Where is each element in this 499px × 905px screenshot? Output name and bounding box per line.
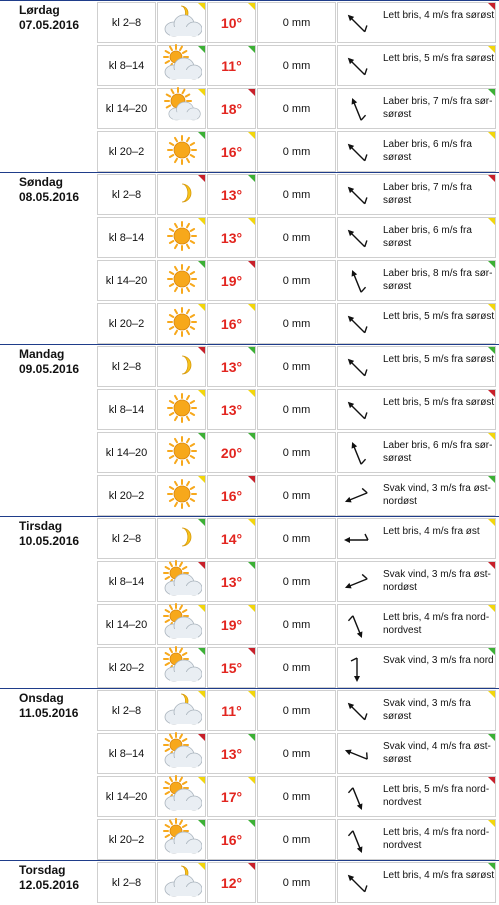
wind-cell xyxy=(337,518,496,559)
wind-arrow-north-northwest-icon xyxy=(344,613,370,639)
temperature-flag-icon xyxy=(248,476,255,483)
partly-cloudy-sun-icon xyxy=(162,603,202,641)
symbol-flag-icon xyxy=(198,175,205,182)
precipitation: 0 mm xyxy=(257,862,336,903)
wind-arrow-southeast-icon xyxy=(344,398,370,424)
temperature-value: 13° xyxy=(220,229,243,246)
precipitation: 0 mm xyxy=(257,217,336,258)
weather-symbol-cell xyxy=(157,432,206,473)
temperature-value: 19° xyxy=(220,616,243,633)
day-date: 12.05.2016 xyxy=(19,878,80,892)
wind-cell xyxy=(337,733,496,774)
temperature-value: 18° xyxy=(220,100,243,117)
time-period: kl 2–8 xyxy=(97,518,156,559)
precipitation: 0 mm xyxy=(257,432,336,473)
wind-flag-icon xyxy=(488,562,495,569)
temperature xyxy=(207,45,256,86)
forecast-row xyxy=(97,260,496,303)
time-period: kl 2–8 xyxy=(97,2,156,43)
wind-cell xyxy=(337,561,496,602)
temperature-flag-icon xyxy=(248,132,255,139)
wind-description: Lett bris, 5 m/s fra nord-nordvest xyxy=(383,784,490,808)
time-period: kl 20–2 xyxy=(97,647,156,688)
temperature-flag-icon xyxy=(248,562,255,569)
temperature xyxy=(207,303,256,344)
temperature-value: 16° xyxy=(220,487,243,504)
forecast-row xyxy=(97,862,496,905)
wind-description: Lett bris, 5 m/s fra sørøst xyxy=(383,397,495,408)
wind-flag-icon xyxy=(488,519,495,526)
wind-arrow-east-southeast-icon xyxy=(344,742,370,768)
wind-flag-icon xyxy=(488,433,495,440)
temperature-value: 11° xyxy=(221,57,242,74)
day-name: Onsdag xyxy=(19,691,64,705)
precipitation: 0 mm xyxy=(257,690,336,731)
wind-arrow-north-icon xyxy=(344,656,370,682)
forecast-row xyxy=(97,819,496,862)
wind-description: Svak vind, 4 m/s fra øst-sørøst xyxy=(383,741,491,765)
temperature xyxy=(207,389,256,430)
wind-description: Lett bris, 4 m/s fra nord-nordvest xyxy=(383,612,490,636)
wind-arrow-east-icon xyxy=(344,527,370,553)
partly-cloudy-sun-icon xyxy=(162,560,202,598)
time-period: kl 2–8 xyxy=(97,862,156,903)
wind-flag-icon xyxy=(488,691,495,698)
wind-cell xyxy=(337,604,496,645)
wind-flag-icon xyxy=(488,605,495,612)
weather-symbol-cell xyxy=(157,260,206,301)
temperature-flag-icon xyxy=(248,734,255,741)
symbol-flag-icon xyxy=(198,863,205,870)
temperature xyxy=(207,733,256,774)
precipitation: 0 mm xyxy=(257,303,336,344)
forecast-row xyxy=(97,604,496,647)
wind-cell xyxy=(337,776,496,817)
wind-arrow-south-southeast-icon xyxy=(344,97,370,123)
wind-flag-icon xyxy=(488,46,495,53)
temperature-value: 13° xyxy=(220,358,243,375)
wind-description: Laber bris, 6 m/s fra sør-sørøst xyxy=(383,440,493,464)
time-period: kl 8–14 xyxy=(97,45,156,86)
wind-description: Laber bris, 8 m/s fra sør-sørøst xyxy=(383,268,493,292)
wind-description: Lett bris, 5 m/s fra sørøst xyxy=(383,53,495,64)
precipitation: 0 mm xyxy=(257,260,336,301)
temperature-flag-icon xyxy=(248,519,255,526)
temperature xyxy=(207,260,256,301)
wind-arrow-south-southeast-icon xyxy=(344,269,370,295)
precipitation: 0 mm xyxy=(257,88,336,129)
temperature xyxy=(207,2,256,43)
wind-cell xyxy=(337,45,496,86)
precipitation: 0 mm xyxy=(257,647,336,688)
wind-description: Lett bris, 4 m/s fra sørøst xyxy=(383,870,495,881)
wind-cell xyxy=(337,475,496,516)
wind-arrow-east-northeast-icon xyxy=(344,570,370,596)
sun-icon xyxy=(162,259,202,297)
forecast-row xyxy=(97,45,496,88)
temperature xyxy=(207,690,256,731)
temperature-value: 16° xyxy=(220,831,243,848)
wind-flag-icon xyxy=(488,261,495,268)
forecast-row xyxy=(97,776,496,819)
weather-symbol-cell xyxy=(157,88,206,129)
temperature-value: 16° xyxy=(220,143,243,160)
time-period: kl 14–20 xyxy=(97,432,156,473)
wind-cell xyxy=(337,819,496,860)
wind-cell xyxy=(337,862,496,903)
wind-flag-icon xyxy=(488,304,495,311)
forecast-row xyxy=(97,88,496,131)
day-name: Mandag xyxy=(19,347,65,361)
temperature-value: 16° xyxy=(220,315,243,332)
precipitation: 0 mm xyxy=(257,733,336,774)
wind-description: Lett bris, 5 m/s fra sørøst xyxy=(383,311,495,322)
forecast-row xyxy=(97,131,496,174)
temperature xyxy=(207,346,256,387)
wind-flag-icon xyxy=(488,863,495,870)
temperature-flag-icon xyxy=(248,3,255,10)
temperature-flag-icon xyxy=(248,218,255,225)
wind-arrow-east-northeast-icon xyxy=(344,484,370,510)
wind-flag-icon xyxy=(488,89,495,96)
day-label xyxy=(19,3,79,33)
temperature-value: 13° xyxy=(220,186,243,203)
symbol-flag-icon xyxy=(198,777,205,784)
time-period: kl 14–20 xyxy=(97,260,156,301)
temperature xyxy=(207,776,256,817)
partly-cloudy-moon-icon xyxy=(162,689,202,727)
day-name: Lørdag xyxy=(19,3,60,17)
partly-cloudy-moon-icon xyxy=(162,861,202,899)
temperature-flag-icon xyxy=(248,648,255,655)
temperature-value: 13° xyxy=(220,745,243,762)
symbol-flag-icon xyxy=(198,691,205,698)
time-period: kl 8–14 xyxy=(97,389,156,430)
temperature-flag-icon xyxy=(248,390,255,397)
forecast-row xyxy=(97,346,496,389)
temperature-value: 12° xyxy=(220,874,243,891)
forecast-row xyxy=(97,690,496,733)
temperature xyxy=(207,88,256,129)
day-label xyxy=(19,519,79,549)
time-period: kl 20–2 xyxy=(97,819,156,860)
weather-symbol-cell xyxy=(157,819,206,860)
wind-cell xyxy=(337,260,496,301)
weather-symbol-cell xyxy=(157,475,206,516)
weather-symbol-cell xyxy=(157,561,206,602)
wind-arrow-southeast-icon xyxy=(344,11,370,37)
temperature xyxy=(207,131,256,172)
forecast-row xyxy=(97,389,496,432)
wind-arrow-southeast-icon xyxy=(344,226,370,252)
wind-description: Lett bris, 4 m/s fra nord-nordvest xyxy=(383,827,490,851)
precipitation: 0 mm xyxy=(257,518,336,559)
temperature-value: 10° xyxy=(220,14,243,31)
wind-description: Svak vind, 3 m/s fra nord xyxy=(383,655,494,666)
weather-symbol-cell xyxy=(157,862,206,903)
wind-flag-icon xyxy=(488,734,495,741)
temperature-flag-icon xyxy=(248,304,255,311)
day-label xyxy=(19,863,79,893)
moon-icon xyxy=(162,173,202,211)
weather-symbol-cell xyxy=(157,131,206,172)
wind-description: Lett bris, 4 m/s fra sørøst xyxy=(383,10,495,21)
wind-cell xyxy=(337,131,496,172)
symbol-flag-icon xyxy=(198,476,205,483)
weather-symbol-cell xyxy=(157,733,206,774)
temperature-flag-icon xyxy=(248,863,255,870)
temperature xyxy=(207,518,256,559)
temperature xyxy=(207,174,256,215)
temperature-flag-icon xyxy=(248,691,255,698)
weather-symbol-cell xyxy=(157,2,206,43)
symbol-flag-icon xyxy=(198,304,205,311)
symbol-flag-icon xyxy=(198,734,205,741)
temperature-value: 15° xyxy=(220,659,243,676)
wind-description: Laber bris, 7 m/s fra sør-sørøst xyxy=(383,96,493,120)
symbol-flag-icon xyxy=(198,390,205,397)
temperature-flag-icon xyxy=(248,433,255,440)
sun-icon xyxy=(162,216,202,254)
precipitation: 0 mm xyxy=(257,819,336,860)
wind-arrow-north-northwest-icon xyxy=(344,785,370,811)
weather-symbol-cell xyxy=(157,389,206,430)
partly-cloudy-sun-icon xyxy=(162,646,202,684)
temperature xyxy=(207,862,256,903)
day-date: 07.05.2016 xyxy=(19,18,80,32)
wind-cell xyxy=(337,217,496,258)
temperature xyxy=(207,604,256,645)
wind-arrow-south-southeast-icon xyxy=(344,441,370,467)
wind-description: Lett bris, 4 m/s fra øst xyxy=(383,526,480,537)
symbol-flag-icon xyxy=(198,562,205,569)
precipitation: 0 mm xyxy=(257,475,336,516)
wind-cell xyxy=(337,88,496,129)
temperature-value: 14° xyxy=(220,530,243,547)
wind-cell xyxy=(337,647,496,688)
temperature-value: 11° xyxy=(221,702,242,719)
symbol-flag-icon xyxy=(198,347,205,354)
wind-cell xyxy=(337,690,496,731)
day-date: 10.05.2016 xyxy=(19,534,80,548)
wind-arrow-southeast-icon xyxy=(344,54,370,80)
wind-description: Lett bris, 5 m/s fra sørøst xyxy=(383,354,495,365)
weather-symbol-cell xyxy=(157,346,206,387)
forecast-row xyxy=(97,432,496,475)
weather-symbol-cell xyxy=(157,303,206,344)
symbol-flag-icon xyxy=(198,218,205,225)
wind-cell xyxy=(337,174,496,215)
day-name: Torsdag xyxy=(19,863,66,877)
day-label xyxy=(19,691,78,721)
wind-arrow-southeast-icon xyxy=(344,140,370,166)
wind-cell xyxy=(337,432,496,473)
fair-sun-icon xyxy=(162,87,202,125)
temperature-value: 13° xyxy=(220,573,243,590)
time-period: kl 20–2 xyxy=(97,475,156,516)
time-period: kl 8–14 xyxy=(97,733,156,774)
time-period: kl 8–14 xyxy=(97,217,156,258)
time-period: kl 2–8 xyxy=(97,346,156,387)
wind-arrow-southeast-icon xyxy=(344,312,370,338)
wind-arrow-southeast-icon xyxy=(344,871,370,897)
symbol-flag-icon xyxy=(198,132,205,139)
wind-flag-icon xyxy=(488,3,495,10)
weather-symbol-cell xyxy=(157,217,206,258)
weather-symbol-cell xyxy=(157,174,206,215)
wind-flag-icon xyxy=(488,218,495,225)
temperature-value: 19° xyxy=(220,272,243,289)
wind-flag-icon xyxy=(488,175,495,182)
wind-flag-icon xyxy=(488,820,495,827)
day-label xyxy=(19,347,79,377)
partly-cloudy-sun-icon xyxy=(162,44,202,82)
precipitation: 0 mm xyxy=(257,604,336,645)
symbol-flag-icon xyxy=(198,605,205,612)
symbol-flag-icon xyxy=(198,3,205,10)
wind-arrow-north-northwest-icon xyxy=(344,828,370,854)
partly-cloudy-sun-icon xyxy=(162,732,202,770)
precipitation: 0 mm xyxy=(257,346,336,387)
temperature-flag-icon xyxy=(248,261,255,268)
temperature xyxy=(207,475,256,516)
forecast-row xyxy=(97,647,496,690)
wind-description: Laber bris, 6 m/s fra sørøst xyxy=(383,225,472,249)
precipitation: 0 mm xyxy=(257,776,336,817)
time-period: kl 14–20 xyxy=(97,776,156,817)
forecast-row xyxy=(97,174,496,217)
temperature-value: 13° xyxy=(220,401,243,418)
wind-description: Laber bris, 6 m/s fra sørøst xyxy=(383,139,472,163)
wind-flag-icon xyxy=(488,347,495,354)
day-date: 09.05.2016 xyxy=(19,362,80,376)
time-period: kl 20–2 xyxy=(97,131,156,172)
symbol-flag-icon xyxy=(198,519,205,526)
precipitation: 0 mm xyxy=(257,174,336,215)
temperature-flag-icon xyxy=(248,777,255,784)
temperature-flag-icon xyxy=(248,46,255,53)
time-period: kl 2–8 xyxy=(97,690,156,731)
partly-cloudy-sun-icon xyxy=(162,818,202,856)
wind-arrow-southeast-icon xyxy=(344,699,370,725)
weather-symbol-cell xyxy=(157,647,206,688)
wind-description: Svak vind, 3 m/s fra øst-nordøst xyxy=(383,569,491,593)
weather-symbol-cell xyxy=(157,604,206,645)
forecast-row xyxy=(97,518,496,561)
wind-cell xyxy=(337,346,496,387)
wind-flag-icon xyxy=(488,777,495,784)
temperature-flag-icon xyxy=(248,175,255,182)
weather-symbol-cell xyxy=(157,690,206,731)
weather-symbol-cell xyxy=(157,518,206,559)
wind-flag-icon xyxy=(488,476,495,483)
precipitation: 0 mm xyxy=(257,45,336,86)
partly-cloudy-sun-icon xyxy=(162,775,202,813)
weather-symbol-cell xyxy=(157,776,206,817)
day-name: Søndag xyxy=(19,175,63,189)
sun-icon xyxy=(162,431,202,469)
time-period: kl 14–20 xyxy=(97,88,156,129)
day-date: 11.05.2016 xyxy=(19,706,79,720)
time-period: kl 2–8 xyxy=(97,174,156,215)
weather-symbol-cell xyxy=(157,45,206,86)
temperature-flag-icon xyxy=(248,605,255,612)
forecast-row xyxy=(97,561,496,604)
temperature xyxy=(207,647,256,688)
temperature xyxy=(207,432,256,473)
temperature xyxy=(207,819,256,860)
temperature-value: 17° xyxy=(220,788,243,805)
wind-cell xyxy=(337,2,496,43)
day-name: Tirsdag xyxy=(19,519,63,533)
temperature xyxy=(207,561,256,602)
temperature xyxy=(207,217,256,258)
sun-icon xyxy=(162,474,202,512)
symbol-flag-icon xyxy=(198,433,205,440)
temperature-flag-icon xyxy=(248,347,255,354)
symbol-flag-icon xyxy=(198,46,205,53)
precipitation: 0 mm xyxy=(257,2,336,43)
wind-flag-icon xyxy=(488,132,495,139)
temperature-flag-icon xyxy=(248,820,255,827)
symbol-flag-icon xyxy=(198,261,205,268)
time-period: kl 14–20 xyxy=(97,604,156,645)
time-period: kl 20–2 xyxy=(97,303,156,344)
symbol-flag-icon xyxy=(198,89,205,96)
sun-icon xyxy=(162,388,202,426)
forecast-row xyxy=(97,303,496,346)
wind-cell xyxy=(337,389,496,430)
sun-icon xyxy=(162,130,202,168)
forecast-row xyxy=(97,733,496,776)
forecast-row xyxy=(97,2,496,45)
wind-flag-icon xyxy=(488,648,495,655)
wind-arrow-southeast-icon xyxy=(344,355,370,381)
moon-icon xyxy=(162,517,202,555)
wind-description: Svak vind, 3 m/s fra øst-nordøst xyxy=(383,483,491,507)
day-date: 08.05.2016 xyxy=(19,190,80,204)
wind-cell xyxy=(337,303,496,344)
forecast-row xyxy=(97,217,496,260)
partly-cloudy-moon-icon xyxy=(162,1,202,39)
wind-description: Laber bris, 7 m/s fra sørøst xyxy=(383,182,472,206)
precipitation: 0 mm xyxy=(257,389,336,430)
temperature-value: 20° xyxy=(220,444,243,461)
symbol-flag-icon xyxy=(198,648,205,655)
symbol-flag-icon xyxy=(198,820,205,827)
sun-icon xyxy=(162,302,202,340)
wind-flag-icon xyxy=(488,390,495,397)
temperature-flag-icon xyxy=(248,89,255,96)
precipitation: 0 mm xyxy=(257,561,336,602)
forecast-row xyxy=(97,475,496,518)
wind-arrow-southeast-icon xyxy=(344,183,370,209)
day-label xyxy=(19,175,79,205)
precipitation: 0 mm xyxy=(257,131,336,172)
wind-description: Svak vind, 3 m/s fra sørøst xyxy=(383,698,471,722)
time-period: kl 8–14 xyxy=(97,561,156,602)
moon-icon xyxy=(162,345,202,383)
